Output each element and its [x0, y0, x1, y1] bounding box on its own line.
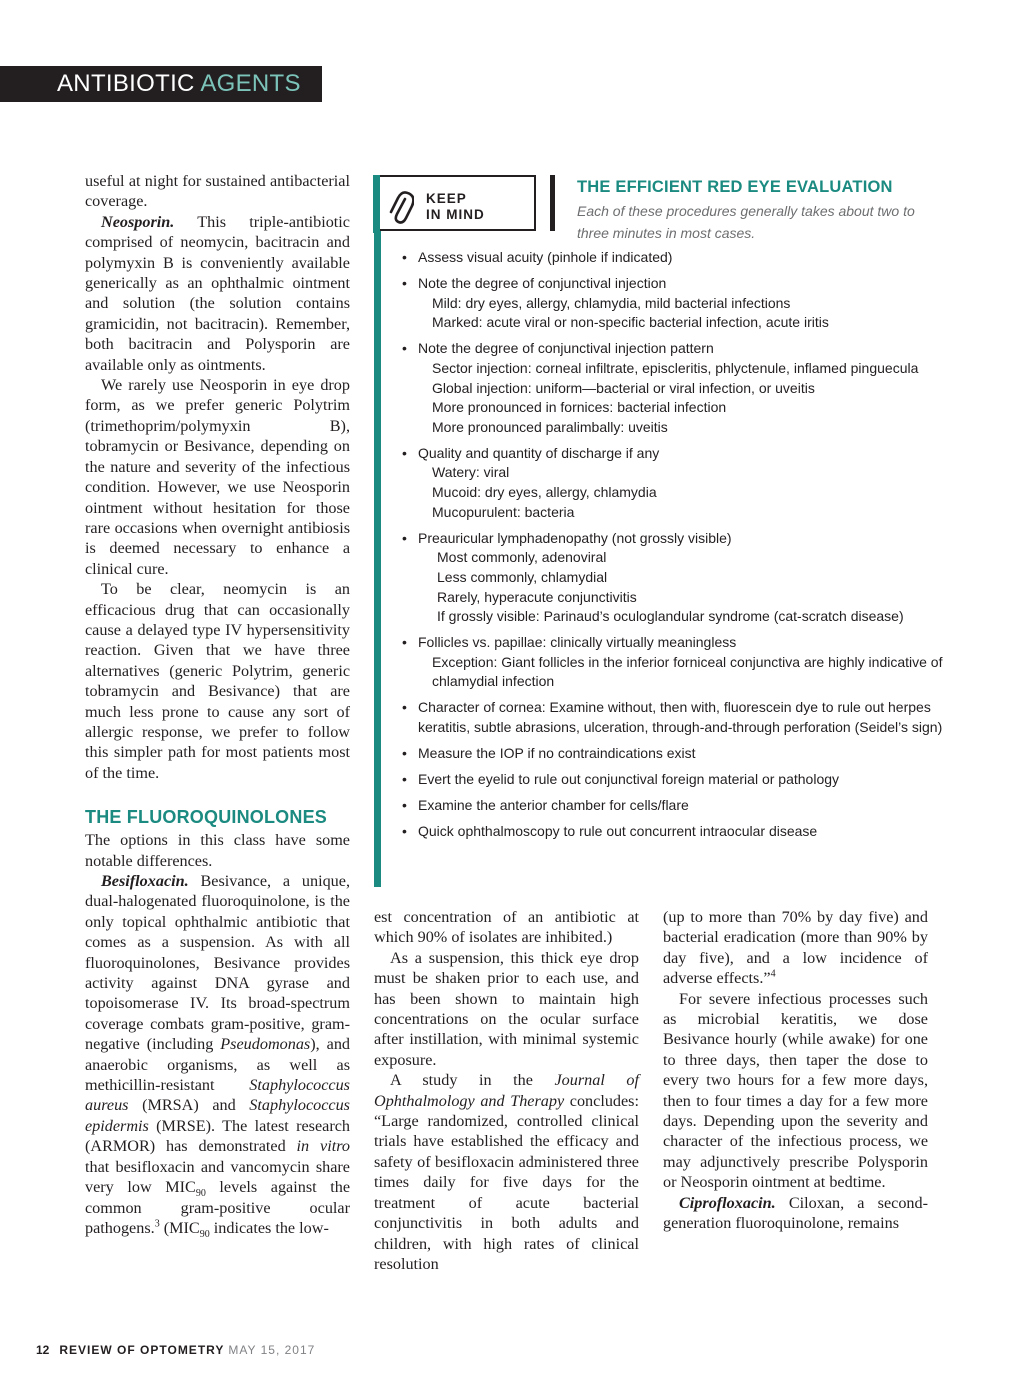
checklist-item-text: Assess visual acuity (pinhole if indicated)	[418, 249, 673, 265]
paragraph-text: (MRSA) and	[128, 1096, 250, 1115]
checklist-subitem: More pronounced paralimbally: uveitis	[432, 418, 668, 435]
paragraph-text: Staphylococcus epidermis	[85, 1096, 350, 1135]
checklist-item-text: Quality and quantity of discharge if any	[418, 444, 660, 461]
sidebar-subtitle: Each of these procedures generally takes about two to three minutes in most cases.	[577, 203, 915, 241]
checklist-item	[400, 770, 950, 790]
paragraph-text: (MIC	[159, 1218, 200, 1237]
section-header-bar	[0, 66, 322, 102]
bullet-icon: •	[402, 745, 407, 762]
checklist-item-text: Preauricular lymphadenopathy (not grossly visible)	[418, 529, 732, 546]
checklist-item	[400, 444, 950, 522]
bullet-icon: •	[402, 529, 407, 546]
checklist-subitem: Mucopurulent: bacteria	[432, 503, 575, 520]
paragraph: As a suspension, this thick eye drop must be shaken prior to each use, and has been shown to maintain high concentrations on the ocular surface after instillation, with minimal systemic exposure.	[374, 948, 639, 1069]
subheading-neosporin: Neosporin.	[101, 212, 175, 231]
checklist-subitem: Sector injection: corneal infiltrate, episcleritis, phlyctenule, inflamed pinguecula	[432, 359, 919, 376]
checklist-item-text: Follicles vs. papillae: clinically virtually meaningless	[418, 634, 737, 651]
paragraph-text: in vitro	[296, 1137, 350, 1156]
checklist-subitem: Most commonly, adenoviral	[437, 549, 607, 566]
checklist-item	[400, 698, 950, 737]
article-column-1	[85, 171, 351, 1241]
checklist-item-text: Evert the eyelid to rule out conjunctival foreign material or pathology	[418, 771, 840, 788]
bullet-icon: •	[402, 249, 407, 265]
checklist-subitem: Mucoid: dry eyes, allergy, chlamydia	[432, 484, 657, 501]
journal-title: Journal of Ophthalmology and Therapy	[374, 1071, 639, 1110]
section-title-word2: AGENTS	[200, 70, 301, 97]
subscript: 90	[195, 1188, 206, 1200]
checklist-item	[400, 339, 950, 437]
checklist-subitem: Mild: dry eyes, allergy, chlamydia, mild bacterial infections	[432, 294, 791, 311]
page-number: 12	[36, 1343, 50, 1357]
paragraph-ciprofloxacin	[663, 1193, 928, 1234]
checklist-item-text: Examine the anterior chamber for cells/flare	[418, 797, 689, 814]
magazine-name: REVIEW OF OPTOMETRY	[59, 1343, 225, 1357]
paragraph-text: This triple-antibiotic comprised of neomycin, bacitracin and polymyxin B is conveniently available generically as an ophthalmic ointment and solution (the solution contains gramicidin, not bacitracin). Remember, both bacitracin and Polysporin are available only as ointments.	[85, 212, 350, 374]
checklist-item-text: Measure the IOP if no contraindications exist	[418, 745, 696, 762]
bullet-icon: •	[402, 823, 407, 840]
paragraph-text: ), and anaerobic organisms, as well as methicillin-resistant	[85, 1035, 351, 1095]
section-title-word1: ANTIBIOTIC	[57, 70, 195, 97]
paragraph: The options in this class have some notable differences.	[85, 831, 350, 870]
paragraph: useful at night for sustained antibacterial coverage.	[85, 172, 350, 211]
checklist-item	[400, 248, 950, 268]
paragraph-text: A study in the	[390, 1071, 555, 1090]
paragraph: To be clear, neomycin is an efficacious drug that can occasionally cause a delayed type IV hypersensitivity reaction. Given that we have three alternatives (generic Polytrim, generic tobramycin and Besivance) that are much less prone to cause any sort of allergic response, we prefer to follow this simpler path for most patients most of the time.	[85, 580, 350, 782]
article-column-3	[663, 907, 928, 1234]
checklist-subitem: Less commonly, chlamydial	[437, 568, 608, 585]
subheading-ciprofloxacin: Ciprofloxacin.	[679, 1193, 776, 1212]
paragraph-text: Besivance, a unique, dual-halogenated fluoroquinolone, is the only topical ophthalmic antibiotic that comes as a suspension. As with all fluoroquinolones, Besivance provides activity against DNA gyrase and topoisomerase IV. Its broad-spectrum coverage combats gram-positive, gram-negative (including	[85, 872, 350, 1054]
subscript: 90	[199, 1229, 210, 1241]
paragraph-text: (MRSE). The latest research (ARMOR) has demonstrated	[85, 1116, 350, 1156]
sidebar-accent-rule	[374, 175, 381, 887]
paragraph-study	[374, 1070, 639, 1274]
checklist-item	[400, 274, 950, 333]
page-footer	[36, 1343, 315, 1357]
checklist-subitem: More pronounced in fornices: bacterial infection	[432, 399, 727, 416]
bullet-icon: •	[402, 340, 407, 357]
paragraph-neosporin	[85, 212, 350, 375]
bullet-icon: •	[402, 444, 407, 461]
checklist-item-text: Note the degree of conjunctival injection	[418, 275, 667, 292]
paragraph-text: Staphylococcus aureus	[85, 1076, 350, 1115]
checklist-item	[400, 529, 950, 627]
checklist-subitem: Marked: acute viral or non-specific bacterial infection, acute iritis	[432, 314, 829, 331]
checklist-subitem: Exception: Giant follicles in the inferior forniceal conjunctiva are highly indicative of chlamydial infection	[432, 653, 943, 690]
checklist-subitem: Rarely, hyperacute conjunctivitis	[437, 588, 637, 605]
bullet-icon: •	[402, 771, 407, 788]
sidebar-title: THE EFFICIENT RED EYE EVALUATION	[577, 178, 893, 196]
checklist-subitem: Global injection: uniform—bacterial or viral infection, or uveitis	[432, 379, 815, 396]
keep-label-line1: KEEP	[426, 191, 467, 206]
checklist-item	[400, 822, 950, 842]
paragraph-text: Ciloxan, a second-generation fluoroquinolone, remains	[663, 1193, 928, 1233]
article-column-2	[374, 907, 639, 1274]
checklist-item-text: Note the degree of conjunctival injection pattern	[418, 340, 714, 357]
bullet-icon: •	[402, 797, 407, 814]
paragraph-text: concludes: “Large randomized, controlled clinical trials have established the efficacy and safety of besifloxacin administered three times daily for five days for the treatment of acute bacterial conjunctivitis in both adults and children, with high rates of clinical resolution	[374, 1091, 639, 1273]
paragraph-text: that besifloxacin and vancomycin share very low MIC	[85, 1157, 350, 1197]
subheading-besifloxacin: Besifloxacin.	[101, 872, 189, 890]
reference-superscript: 3	[154, 1218, 160, 1230]
paragraph: est concentration of an antibiotic at which 90% of isolates are inhibited.)	[374, 908, 639, 947]
issue-date: MAY 15, 2017	[228, 1343, 316, 1357]
checklist-item	[400, 744, 950, 764]
paragraph: We rarely use Neosporin in eye drop form, as we prefer generic Polytrim (trimethoprim/polymyxin B), tobramycin or Besivance, depending on the nature and severity of the infectious condition. However, we use Neosporin ointment without hesitation for those rare occasions when overnight antibiosis is deemed necessary to enhance a clinical cure.	[85, 376, 350, 578]
paragraph-text: levels against the common gram-positive ocular pathogens.	[85, 1178, 351, 1237]
paragraph-besifloxacin	[85, 871, 351, 1241]
paragraph	[663, 907, 928, 989]
paragraph-text: (up to more than 70% by day five) and bacterial eradication (more than 90% by day five), and a low incidence of adverse effects.”	[663, 908, 928, 988]
bullet-icon: •	[402, 699, 407, 716]
reference-superscript: 4	[770, 968, 776, 980]
keep-in-mind-label	[426, 191, 485, 223]
checklist	[400, 248, 950, 849]
checklist-subitem: If grossly visible: Parinaud’s oculoglandular syndrome (cat-scratch disease)	[437, 608, 904, 625]
checklist-item	[400, 796, 950, 816]
paperclip-icon	[388, 185, 414, 225]
checklist-subitem: Watery: viral	[432, 464, 510, 481]
keep-in-mind-box	[374, 175, 536, 231]
bullet-icon: •	[402, 275, 407, 292]
section-heading-fluoroquinolones: THE FLUOROQUINOLONES	[85, 807, 327, 828]
checklist-item	[400, 633, 950, 692]
paragraph: For severe infectious processes such as microbial keratitis, we dose Besivance hourly (while awake) for one to three days, then taper the dose to every two hours for a few more days, then to four times a day for a few more days. Depending upon the severity and character of the infectious process, we may adjunctively prescribe Polysporin or Neosporin ointment at bedtime.	[663, 989, 928, 1192]
keep-in-mind-sidebar	[374, 175, 954, 887]
sidebar-accent-rule	[373, 175, 380, 233]
bullet-icon: •	[402, 634, 407, 651]
keep-label-line2: IN MIND	[426, 207, 485, 222]
paragraph-text: Pseudomonas	[220, 1035, 311, 1054]
section-title	[57, 71, 301, 97]
checklist-item-text: Character of cornea: Examine without, then with, fluorescein dye to rule out herpes keratitis, subtle abrasions, ulceration, through-and-through perforation (Seidel’s sign)	[418, 699, 943, 736]
paragraph-text: indicates the low-	[209, 1218, 329, 1237]
checklist-item-text: Quick ophthalmoscopy to rule out concurrent intraocular disease	[418, 823, 818, 840]
divider-bar	[550, 175, 555, 231]
